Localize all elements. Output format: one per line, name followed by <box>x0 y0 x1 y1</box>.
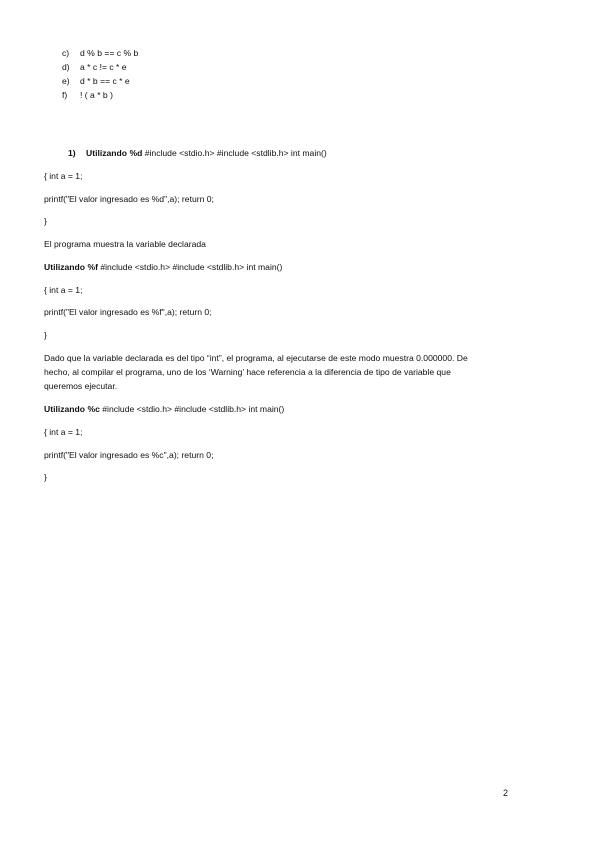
section1-close: } <box>44 216 47 226</box>
list-item-label: f) <box>62 90 68 100</box>
section2-open: { int a = 1; <box>44 285 83 295</box>
section2-title: Utilizando %f <box>44 262 98 272</box>
list-item-text: d % b == c % b <box>80 48 139 58</box>
section3-code-head: #include <stdio.h> #include <stdlib.h> int main() <box>99 404 285 414</box>
section3-title: Utilizando %c <box>44 404 100 414</box>
list-item-text: ! ( a * b ) <box>80 90 113 100</box>
section2-printf: printf("El valor ingresado es %f",a); return 0; <box>44 307 212 317</box>
section3-close: } <box>44 472 47 482</box>
section3-heading <box>44 404 284 415</box>
section3-printf: printf("El valor ingresado es %c",a); return 0; <box>44 450 214 460</box>
section2-note-line: hecho, al compilar el programa, uno de los ‘Warning’ hace referencia a la diferencia de tipo de variable que <box>44 367 451 377</box>
section2-code-head: #include <stdio.h> #include <stdlib.h> int main() <box>97 262 283 272</box>
list-item-label: e) <box>62 76 70 86</box>
section1-printf: printf("El valor ingresado es %d",a); return 0; <box>44 194 214 204</box>
page-number: 2 <box>503 788 509 798</box>
section1-number: 1) <box>68 148 76 158</box>
list-item <box>62 62 127 73</box>
list-item <box>62 90 113 101</box>
section1-open: { int a = 1; <box>44 171 83 181</box>
section3-open: { int a = 1; <box>44 427 83 437</box>
section1-heading <box>68 148 327 159</box>
list-item-text: d * b == c * e <box>80 76 130 86</box>
section1-title: Utilizando %d <box>86 148 143 158</box>
section2-note-line: queremos ejecutar. <box>44 381 118 391</box>
section2-close: } <box>44 330 47 340</box>
list-item-text: a * c != c * e <box>80 62 127 72</box>
list-item <box>62 76 130 87</box>
section1-note: El programa muestra la variable declarada <box>44 239 206 249</box>
list-item-label: c) <box>62 48 70 58</box>
list-item <box>62 48 138 59</box>
section1-code-head: #include <stdio.h> #include <stdlib.h> int main() <box>142 148 327 158</box>
list-item-label: d) <box>62 62 70 72</box>
section2-heading <box>44 262 282 273</box>
section2-note-line: Dado que la variable declarada es del tipo “int”, el programa, al ejecutarse de este modo muestra 0.000000. De <box>44 353 468 363</box>
